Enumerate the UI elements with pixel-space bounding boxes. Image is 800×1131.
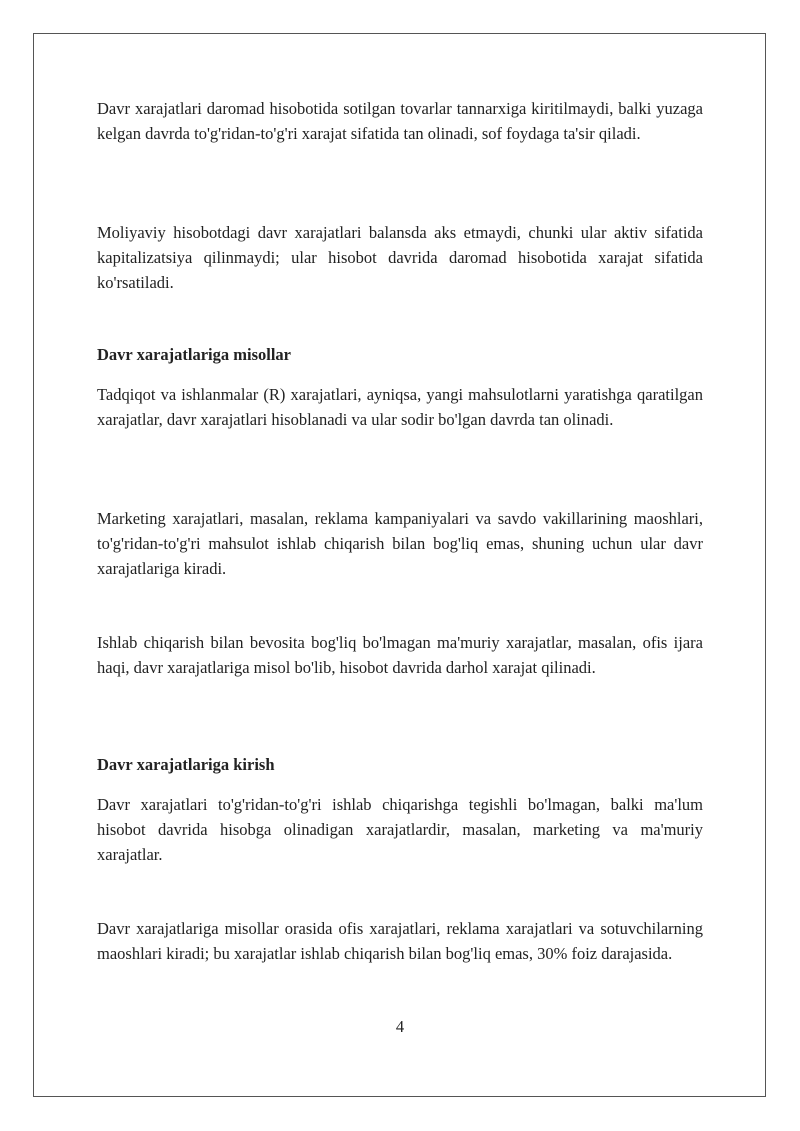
paragraph: Davr xarajatlari daromad hisobotida sotilgan tovarlar tannarxiga kiritilmaydi, balki yuzaga kelgan davrda to'g'ridan-to'g'ri xarajat sifatida tan olinadi, sof foydaga ta'sir qiladi. <box>97 99 703 143</box>
paragraph: Moliyaviy hisobotdagi davr xarajatlari balansda aks etmaydi, chunki ular aktiv sifatida kapitalizatsiya qilinmaydi; ular hisobot davrida daromad hisobotida xarajat sifatida ko'rsatiladi. <box>97 223 703 292</box>
paragraph: Davr xarajatlari to'g'ridan-to'g'ri ishlab chiqarishga tegishli bo'lmagan, balki ma'lum hisobot davrida hisobga olinadigan xarajatlardir, masalan, marketing va ma'muriy xarajatlar. <box>97 795 703 864</box>
paragraph: Ishlab chiqarish bilan bevosita bog'liq bo'lmagan ma'muriy xarajatlar, masalan, ofis ijara haqi, davr xarajatlariga misol bo'lib, hisobot davrida darhol xarajat qilinadi. <box>97 633 703 677</box>
paragraph: Marketing xarajatlari, masalan, reklama kampaniyalari va savdo vakillarining maoshlari, to'g'ridan-to'g'ri mahsulot ishlab chiqarish bilan bog'liq emas, shuning uchun ular davr xarajatlariga kiradi. <box>97 509 703 578</box>
section-heading: Davr xarajatlariga misollar <box>97 345 291 364</box>
page-number: 4 <box>395 1017 405 1036</box>
paragraph: Davr xarajatlariga misollar orasida ofis xarajatlari, reklama xarajatlari va sotuvchilarning maoshlari kiradi; bu xarajatlar ishlab chiqarish bilan bog'liq emas, 30% foiz darajasida. <box>97 919 703 963</box>
section-heading: Davr xarajatlariga kirish <box>97 755 275 774</box>
paragraph: Tadqiqot va ishlanmalar (R) xarajatlari, ayniqsa, yangi mahsulotlarni yaratishga qaratilgan xarajatlar, davr xarajatlari hisoblanadi va ular sodir bo'lgan davrda tan olinadi. <box>97 385 703 429</box>
